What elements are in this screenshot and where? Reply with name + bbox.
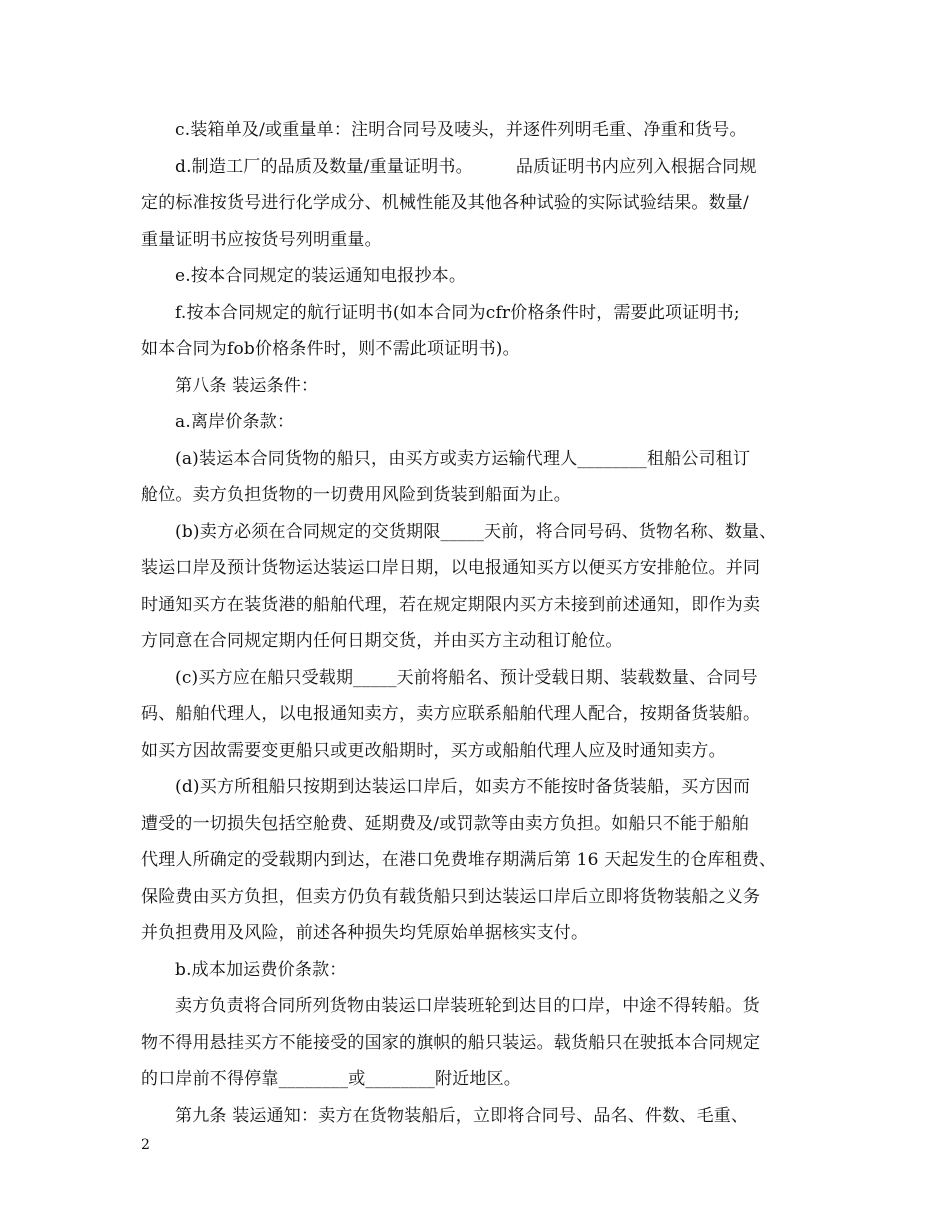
- text-line: (c)买方应在船只受载期_____天前将船名、预计受载日期、装载数量、合同号: [175, 667, 758, 688]
- text-line: 装运口岸及预计货物运达装运口岸日期，以电报通知买方以便买方安排舱位。并同: [141, 558, 761, 578]
- text-line: b.成本加运费价条款：: [175, 959, 347, 980]
- text-line: f.按本合同规定的航行证明书(如本合同为cfr价格条件时，需要此项证明书;: [175, 302, 740, 323]
- page-number: 2: [141, 1137, 150, 1153]
- text-line: 并负担费用及风险，前述各种损失均凭原始单据核实支付。: [141, 923, 589, 943]
- text-line: a.离岸价条款：: [175, 412, 295, 432]
- section-heading: 第八条 装运条件：: [175, 375, 319, 396]
- text-line: 代理人所确定的受载期内到达，在港口免费堆存期满后第 16 天起发生的仓库租费、: [141, 850, 777, 870]
- text-line: 舱位。卖方负担货物的一切费用风险到货装到船面为止。: [141, 485, 571, 505]
- text-line: 如买方因故需要变更船只或更改船期时，买方或船舶代理人应及时通知卖方。: [141, 740, 726, 761]
- text-line: 如本合同为fob价格条件时，则不需此项证明书)。: [141, 339, 520, 359]
- text-line: 定的标准按货号进行化学成分、机械性能及其他各种试验的实际试验结果。数量/: [141, 193, 749, 213]
- text-line: 的口岸前不得停靠________或________附近地区。: [141, 1069, 521, 1089]
- text-line: 遭受的一切损失包括空舱费、延期费及/或罚款等由卖方负担。如船只不能于船舶: [141, 813, 749, 834]
- text-line: (d)买方所租船只按期到达装运口岸后，如卖方不能按时备货装船，买方因而: [175, 777, 751, 797]
- text-line: 重量证明书应按货号列明重量。: [141, 229, 382, 250]
- text-line: 卖方负责将合同所列货物由装运口岸装班轮到达目的口岸，中途不得转船。货: [175, 996, 760, 1016]
- text-line: c.装箱单及/或重量单：注明合同号及唛头，并逐件列明毛重、净重和货号。: [175, 120, 747, 140]
- text-line: e.按本合同规定的装运通知电报抄本。: [175, 266, 467, 286]
- text-line: 保险费由买方负担，但卖方仍负有载货船只到达装运口岸后立即将货物装船之义务: [141, 886, 761, 907]
- text-line: (a)装运本合同货物的船只，由买方或卖方运输代理人________租船公司租订: [175, 448, 751, 469]
- text-line: d.制造工厂的品质及数量/重量证明书。 品质证明书内应列入根据合同规: [175, 156, 757, 177]
- text-line: 方同意在合同规定期内任何日期交货，并由买方主动租订舱位。: [141, 631, 623, 651]
- text-line: 码、船舶代理人，以电报通知卖方，卖方应联系船舶代理人配合，按期备货装船。: [141, 704, 761, 724]
- section-heading: 第九条 装运通知：卖方在货物装船后，立即将合同号、品名、件数、毛重、: [175, 1105, 749, 1126]
- text-line: (b)卖方必须在合同规定的交货期限_____天前，将合同号码、货物名称、数量、: [175, 521, 777, 542]
- document-body: [141, 112, 821, 1134]
- text-line: 时通知买方在装货港的船舶代理，若在规定期限内买方未接到前述通知，即作为卖: [141, 594, 761, 615]
- text-line: 物不得用悬挂买方不能接受的国家的旗帜的船只装运。载货船只在驶抵本合同规定: [141, 1032, 761, 1053]
